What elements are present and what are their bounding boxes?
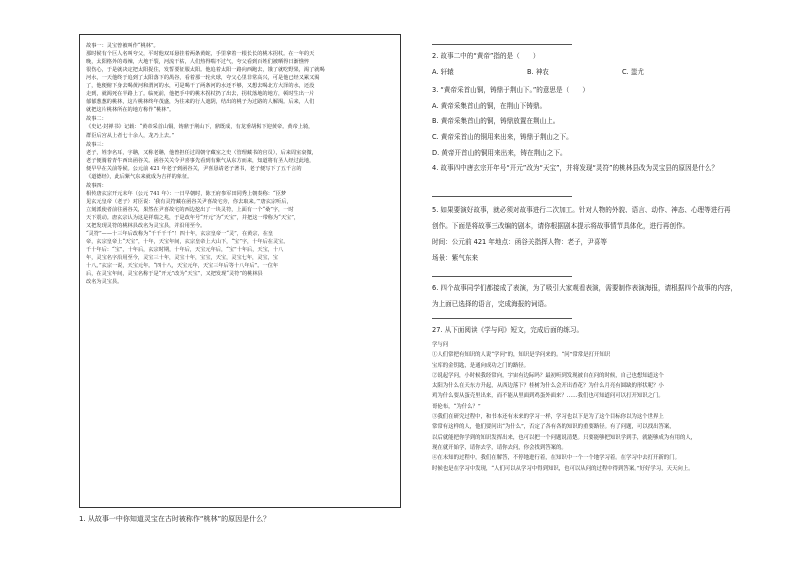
passage-line: 了，他便俯下身去喝黄河和渭河的水，可是喝干了两条河的水还不够，又想去喝北方大泽的水，还没 (86, 83, 315, 90)
passage-line: 故事一：灵宝曾被叫作“桃林”。 (86, 43, 159, 49)
option-c[interactable]: C. 蚩尤 (622, 68, 644, 76)
question-5-scene: 场景：紫气东来 (432, 254, 479, 262)
passage-line: 后，在灵宝年间，灵宝名称于是“开元”改为“天宝”，又把发现“灵符”的桃林县 (86, 271, 263, 278)
passage-line: 千十年后：“宝”，十年后，玄宗时期，十年后，天宝元年后，“宝”十年后，天宝，十八 (86, 247, 284, 254)
question-5-line-2: 创作。下面是将故事三改编的剧本，请你根据剧本提示将故事情节具体化，进行再创作。 (432, 222, 690, 230)
question-3-option-c[interactable]: C. 黄帝采首山的铜用来出来，铸鼎于荆山之下。 (432, 133, 573, 141)
passage-line: 便早早在关前等候。公元前 421 年老子到函谷关，尹喜恳请老子著书，老子便写下了五千言的 (86, 165, 302, 172)
question-2: 2. 故事二中的“黄帝”指的是（ ） (432, 52, 540, 60)
passage-line: 十八。”玄宗一说，天宝元年。“四十八，天宝元年，天宝三年后等十八年后”。一位年 (86, 263, 279, 270)
passage-line: 故事二： (86, 116, 107, 123)
passage-line: 立刻派使者前往函谷关，果然在尹喜故宅的西边挖出了一块灵符，上面有一个“桑”字，一时 (86, 206, 294, 213)
question-1: 1. 从故事一中你知道灵宝在古时被称作“桃林”的原因是什么？ (79, 515, 271, 523)
answer-line (432, 276, 572, 277)
article-line: 常常有这样的人，他们要问出“为什么”，否定了各有各的知识的重要路径。有了问题，可以找出答案， (432, 424, 675, 431)
article-line: 太阳为什么在天东方升起，从西边落下？桂树为什么会开出香花？为什么月亮有圆缺的形状呢？小 (432, 383, 664, 390)
passage-line: 那时候有个巨人名叫夸父，平时他双耳悬挂着两条黄蛇，手里拿着一根长长的桃木拐杖。在一年的天 (86, 51, 315, 58)
answer-line (432, 318, 572, 319)
passage-line: 郁郁葱葱的桃林，这片桃林终年茂盛，为往来的行人遮阴，结出的桃子为过路的人解渴。后来，人们 (86, 99, 315, 106)
question-4: 4. 故事四中唐玄宗开年号“开元”改为“天宝”，并将发现“灵符”的桃林县改为灵宝县的原因是什么？ (432, 164, 719, 172)
passage-line: 见玄元皇帝（老子）对臣说：‘我有灵符藏在函谷关尹喜故宅旁，你去取来。’”唐玄宗听后， (86, 198, 292, 205)
question-3-option-d[interactable]: D. 黄帝开首山的铜用来出来，铸在荆山之下。 (432, 149, 567, 157)
question-3-option-b[interactable]: B. 黄帝采集首山的铜，铸鼎放置在荆山上。 (432, 117, 560, 125)
question-6-line-1: 6. 四个故事同学们都接成了表演，为了吸引大家观看表演，需要制作表演海报，请根据四个故事的内容， (432, 284, 738, 292)
passage-line: 走到，就渴死在半路上了。临死前，他把手中的桃木拐杖扔了出去，拐杖落地的地方，顿时生出一片 (86, 91, 315, 98)
passage-line: 晚，太阳格外的毒辣，大地干裂，河流干枯，人们热得喘不过气，夸父看到百姓们被晒得日渐憔悴 (86, 59, 310, 66)
passage-line: 老子便骑着青牛西出函谷关。函谷关关令尹喜事先看到有紫气从东方而来，知道将有圣人经过此地， (86, 157, 315, 164)
passage-line: 改名为灵宝县。 (86, 279, 123, 286)
passage-line: 老子，姓李名耳，字聃，又称老聃，他曾担任过周朝守藏室之史（管理藏书的官员），后来周室衰微， (86, 149, 317, 156)
article-line: 时候也是在学习中发现，“人们可以从学习中得到知识，也可以从问的过程中得到答案。”好好学习，天天向上。 (432, 465, 694, 472)
article-line: 鸡为什么要从蛋壳里出来，而不能从里面到鸡蛋外面来？……我们也可知道问可以打开知识之门。 (432, 393, 664, 400)
article-line: 宝库的金钥匙，是通向成功之门的路径。 (432, 362, 530, 369)
article-body (432, 340, 760, 474)
article-line: 以后就能把你学到的知识发挥出来，也可以把一个问题说清楚。只要能够把知识学到手，就能够成为有用的人， (432, 434, 697, 441)
passage-line: 《史记·封禅书》记载：“黄帝采首山铜，铸鼎于荆山下，鼎既成，有龙垂胡髯下迎黄帝。黄帝上骑， (86, 124, 314, 131)
passage-line: 《道德经》，此后紫气东来就成为吉祥的象征。 (86, 173, 193, 180)
answer-line (432, 44, 572, 45)
passage-line: 又把发现灵符的桃林县改名为灵宝县，并沿用至今。 (86, 223, 206, 230)
question-6-line-2: 为上面已选择的语言，完成海报的词语。 (432, 300, 551, 308)
question-27: 27. 从下面阅读《学与问》短文，完成后面的练习。 (432, 326, 584, 334)
question-5-time: 时间：公元前 421 年地点：函谷关指挥人物：老子，尹喜等 (432, 238, 608, 246)
article-line: 现在就开始学，请你去学，请你去问，你会找到答案的。 (432, 444, 567, 451)
article-line: ②说起学问，小时候我经常向，宇宙有边际吗？最初听到发现被自在问的时候，自己也想知道这个 (432, 372, 664, 379)
passage-line: 群臣后宫从上者七十余人，龙乃上去。” (86, 132, 175, 139)
article-line: ④在未知的过程中，我们在解答，不停地进行着，在知识中一个一个地学习着。在学习中去打开新的门。 (432, 455, 680, 462)
passage-line: 故事三： (86, 141, 107, 148)
passage-line: 河水，一天他终于追到了太阳落下的禺谷，看着那一轮火球，夸父心里非常高兴，可是他已经又累又渴 (86, 75, 320, 82)
passage-line: 帝，玄宗皇帝上“天宝”，十年，天宝年间，玄宗皇帝上大山下，“宝”字，十年后在灵宝。 (86, 239, 289, 246)
question-3-option-a[interactable]: A. 黄帝采集首山的铜，在荆山下铸鼎。 (432, 102, 547, 110)
question-2-options (432, 68, 752, 77)
reading-passage-box (79, 34, 401, 508)
question-5-line-1: 5. 如果要演好故事，就必须对故事进行二次加工。针对人物的外貌、语言、动作、神态、心理等进行再 (432, 206, 731, 214)
article-title: 学与问 (432, 342, 449, 348)
article-line: 哥伦布，“为什么？” (432, 403, 481, 410)
article-line: ①人们常把有知识的人说“学问”的，知识是学问来的。“问”常常是打开知识 (432, 352, 611, 359)
passage-line: 故事四： (86, 182, 107, 189)
passage-line: “灵符”——十三年后改称为“千千千千”！四十年，玄宗皇帝一“灵”，在黄宗，在皇 (86, 231, 274, 238)
passage-line: 就把这片桃林所在的地方称作“桃林”。 (86, 107, 175, 114)
answer-line (432, 196, 572, 197)
passage-line: 天下震动。唐玄宗认为这是祥瑞之兆，于是改年号“开元”为“天宝”，并把这一带称为“天宝”， (86, 214, 300, 221)
passage-line: 很伤心，于是就决定把太阳捉住，发誓要征服太阳。他追着太阳一路向西跑去，饿了就吃野果，渴了就喝 (86, 67, 325, 74)
article-line: ③我们在研究过程中，和书本还有未来的学习一样，学习也以下是为了这个目标你以为这个世界上 (432, 414, 664, 421)
passage-line: 相传唐玄宗开元末年（公元 741 年）：一日早朝时，陈王府参军田同秀上朝奏称：“臣梦 (86, 190, 287, 197)
passage-line: 年，灵宝名字沿用至今，灵宝三十年，灵宝十年，宝宝，天宝，灵宝七年，灵宝，宝 (86, 255, 278, 262)
option-b[interactable]: B. 神农 (527, 68, 549, 76)
question-3: 3. “黄帝采首山铜，铸鼎于荆山下。”的意思是（ ） (432, 86, 589, 94)
option-a[interactable]: A. 轩辕 (432, 68, 454, 76)
